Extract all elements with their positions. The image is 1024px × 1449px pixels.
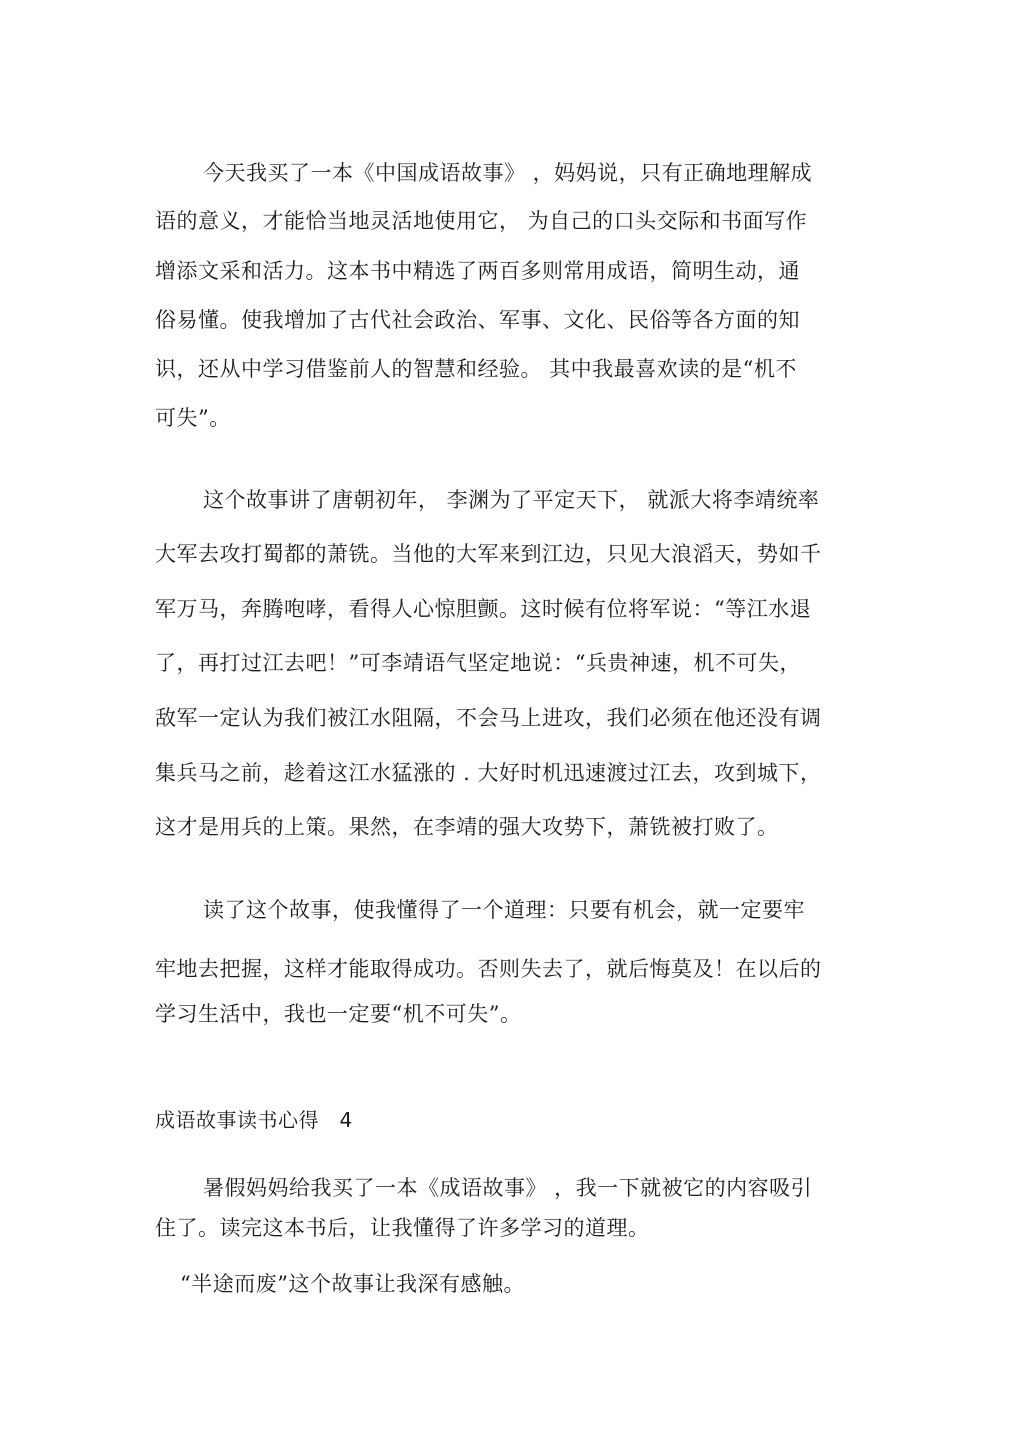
text-line: 了，再打过江去吧！”可李靖语气坚定地说：“兵贵神速，机不可失， (155, 651, 801, 675)
text-line: 读了这个故事，使我懂得了一个道理：只要有机会，就一定要牢 (203, 898, 805, 922)
text-line: 这个故事讲了唐朝初年， 李渊为了平定天下， 就派大将李靖统率 (203, 488, 820, 512)
text-line: 敌军一定认为我们被江水阻隔，不会马上进攻，我们必须在他还没有调 (155, 706, 822, 730)
text-line: 识，还从中学习借鉴前人的智慧和经验。 其中我最喜欢读的是“机不 (155, 357, 797, 381)
text-line: 今天我买了一本《中国成语故事》 ，妈妈说，只有正确地理解成 (203, 161, 813, 185)
text-line: “半途而废”这个故事让我深有感触。 (180, 1272, 525, 1296)
text-line: 增添文采和活力。这本书中精选了两百多则常用成语，简明生动，通 (155, 259, 800, 283)
text-line: 学习生活中，我也一定要“机不可失”。 (155, 1002, 522, 1026)
text-line: 牢地去把握，这样才能取得成功。否则失去了，就后悔莫及！在以后的 (155, 957, 822, 981)
text-line: 这才是用兵的上策。果然，在李靖的强大攻势下，萧铣被打败了。 (155, 815, 779, 839)
text-line: 集兵马之前，趁着这江水猛涨的 . 大好时机迅速渡过江去，攻到城下， (155, 761, 822, 785)
text-line: 俗易懂。使我增加了古代社会政治、军事、文化、民俗等各方面的知 (155, 308, 800, 332)
text-line: 军万马，奔腾咆哮，看得人心惊胆颤。这时候有位将军说：“等江水退 (155, 597, 812, 621)
text-line: 住了。读完这本书后，让我懂得了许多学习的道理。 (155, 1216, 650, 1240)
text-line: 暑假妈妈给我买了一本《成语故事》 ，我一下就被它的内容吸引 (203, 1176, 813, 1200)
text-line: 可失”。 (155, 406, 231, 430)
text-line: 大军去攻打蜀都的萧铣。当他的大军来到江边，只见大浪滔天，势如千 (155, 542, 822, 566)
text-line: 语的意义，才能恰当地灵活地使用它， 为自己的口头交际和书面写作 (155, 209, 808, 233)
section-heading: 成语故事读书心得 4 (155, 1108, 353, 1132)
